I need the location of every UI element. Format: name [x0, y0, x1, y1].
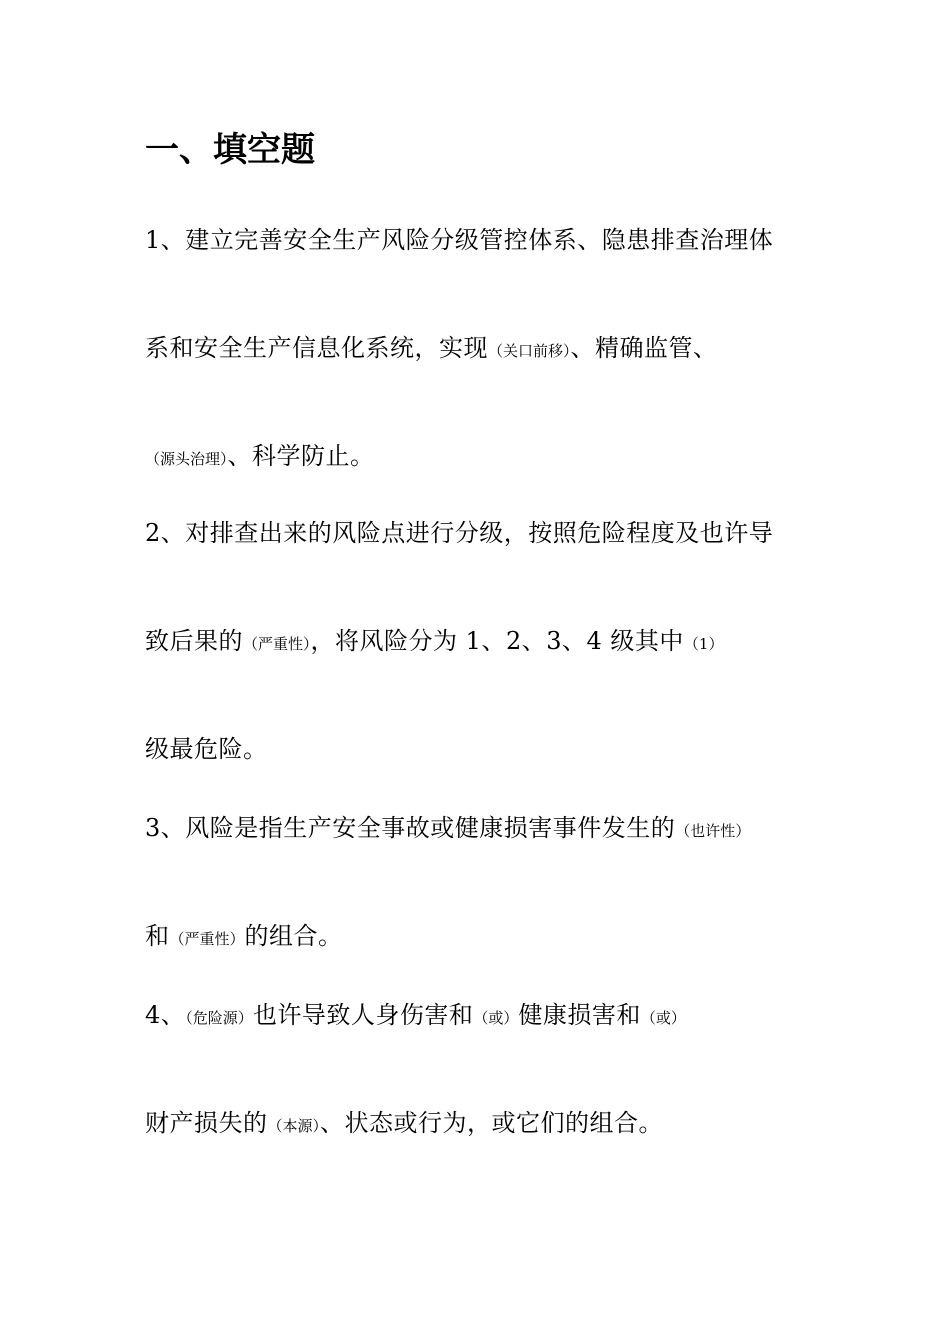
answer-text: ） [312, 1117, 321, 1135]
question-text: 、状态或行为，或它们的组合。 [320, 1109, 664, 1137]
answer-text: ） [303, 635, 311, 653]
answer-text: ） [670, 1009, 686, 1027]
text-line [145, 734, 268, 764]
answer-text: （ [267, 1117, 283, 1135]
answer-text: ） [229, 930, 245, 948]
answer-text: 本源 [282, 1117, 313, 1135]
text-line [145, 225, 773, 255]
section-heading: 一、填空题 [145, 130, 315, 170]
answer-text: （ [473, 1009, 489, 1027]
question-text: 级最危险。 [145, 735, 268, 763]
question-text: 致后果的 [145, 627, 243, 655]
answer-text: 危险源 [192, 1009, 238, 1027]
question-text: 3、风险是指生产安全事故或健康损害事件发生的 [145, 814, 676, 842]
question-text: ，将风险分为 1、2、3、4 级其中 [310, 627, 684, 655]
question-text: 财产损失的 [145, 1109, 268, 1137]
question-text: 、精确监管、 [570, 334, 718, 362]
answer-text: 关口前移 [503, 342, 564, 360]
answer-text: ） [237, 1009, 253, 1027]
answer-text: （ [243, 635, 259, 653]
answer-text: （ [488, 342, 504, 360]
question-text: 1、建立完善安全生产风险分级管控体系、隐患排查治理体 [145, 226, 774, 254]
question-text: 健康损害和 [518, 1001, 641, 1029]
question-text: 的组合。 [244, 922, 343, 950]
text-line [145, 518, 773, 548]
answer-text: 或 [488, 1009, 504, 1027]
answer-text: ） [735, 822, 751, 840]
question-text: 也许导致人身伤害和 [252, 1001, 474, 1029]
answer-text: ） [220, 450, 228, 468]
answer-text: （ [185, 1009, 193, 1027]
question-text: 2、对排查出来的风险点进行分级，按照危险程度及也许导 [145, 519, 774, 547]
answer-text: ） [503, 1009, 519, 1027]
answer-text: （ [675, 822, 691, 840]
answer-text: （ [683, 635, 699, 653]
question-text: 4、 [145, 1001, 186, 1029]
text-line [145, 813, 750, 846]
answer-text: ） [563, 342, 571, 360]
answer-text: 严重性 [184, 930, 230, 948]
answer-text: 严重性 [258, 635, 304, 653]
answer-text: （ [640, 1009, 656, 1027]
question-text: 和 [145, 922, 170, 950]
text-line [145, 441, 375, 474]
answer-text: 1 [698, 635, 709, 653]
text-line [145, 1000, 686, 1033]
answer-text: （ [145, 450, 161, 468]
text-line [145, 921, 343, 954]
text-line [145, 626, 723, 659]
answer-text: ） [708, 635, 724, 653]
answer-text: 也许性 [690, 822, 736, 840]
text-line [145, 333, 718, 366]
question-text: 、科学防止。 [227, 442, 375, 470]
answer-text: 或 [655, 1009, 671, 1027]
answer-text: （ [169, 930, 185, 948]
question-text: 系和安全生产信息化系统，实现 [145, 334, 488, 362]
answer-text: 源头治理 [160, 450, 221, 468]
text-line [145, 1108, 663, 1141]
